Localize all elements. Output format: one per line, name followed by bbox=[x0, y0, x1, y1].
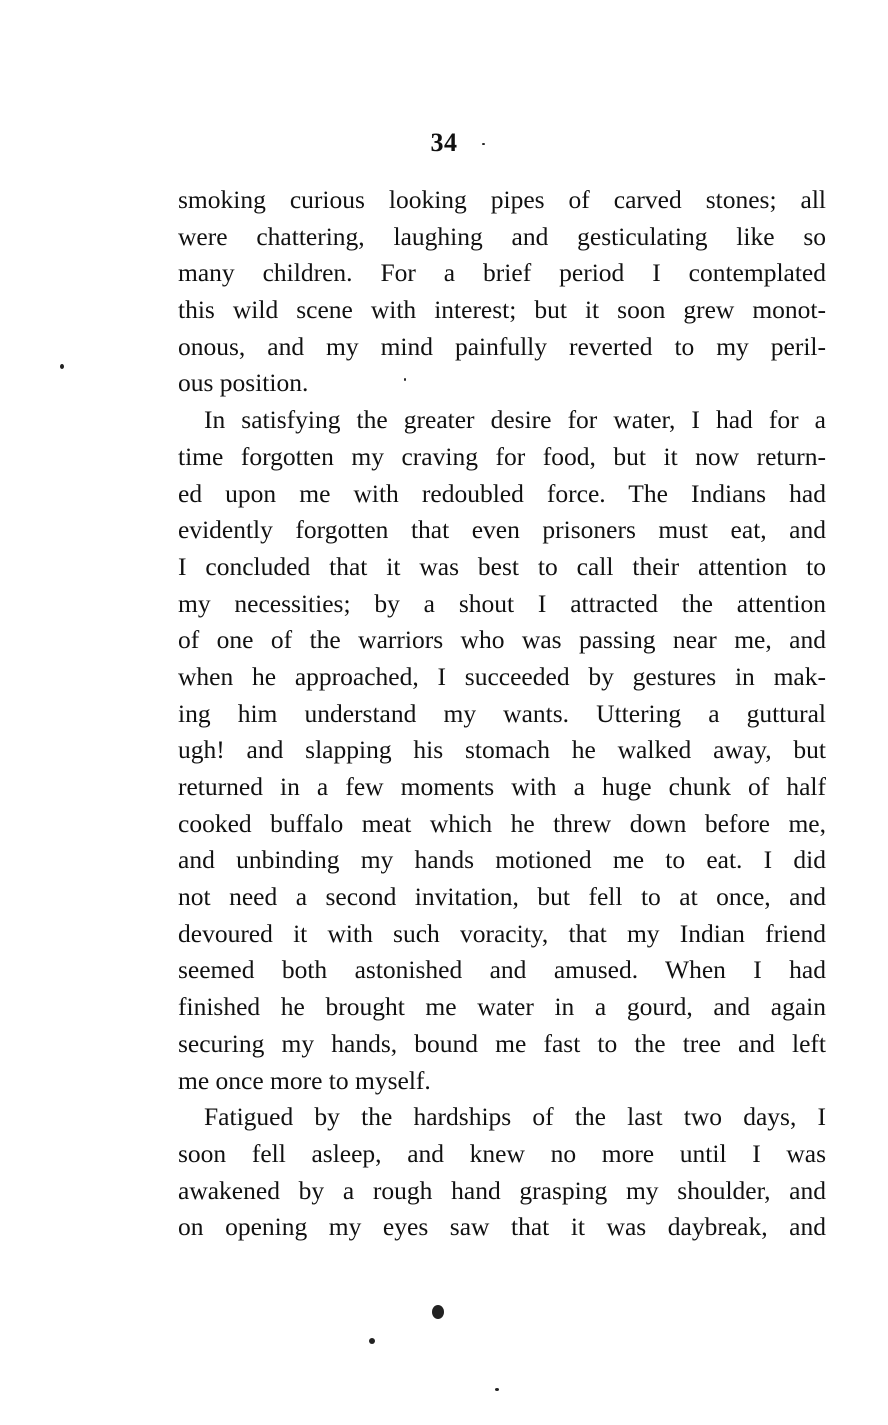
text-line: Fatigued by the hardships of the last two days, I bbox=[204, 1102, 826, 1132]
scan-speck bbox=[369, 1338, 375, 1344]
text-line: returned in a few moments with a huge chunk of half bbox=[178, 772, 826, 801]
text-line: me once more to myself. bbox=[178, 1065, 431, 1095]
scan-speck bbox=[404, 378, 406, 381]
text-line: awakened by a rough hand grasping my shoulder, and bbox=[178, 1175, 826, 1205]
text-line: seemed both astonished and amused. When I had bbox=[178, 955, 826, 985]
text-line: this wild scene with interest; but it soon grew monot- bbox=[178, 295, 826, 325]
text-line: smoking curious looking pipes of carved stones; all bbox=[178, 185, 826, 214]
text-line: soon fell asleep, and knew no more until I was bbox=[178, 1138, 826, 1168]
scan-speck bbox=[482, 143, 485, 145]
text-line: evidently forgotten that even prisoners must eat, and bbox=[178, 515, 826, 545]
text-line: cooked buffalo meat which he threw down before me, bbox=[178, 808, 826, 838]
body-text bbox=[178, 182, 826, 1246]
text-line: and unbinding my hands motioned me to eat. I did bbox=[178, 845, 826, 875]
text-line: ous position. bbox=[178, 368, 309, 398]
text-line: ed upon me with redoubled force. The Indians had bbox=[178, 478, 826, 508]
text-line: ugh! and slapping his stomach he walked away, but bbox=[178, 735, 826, 765]
text-line: securing my hands, bound me fast to the tree and left bbox=[178, 1028, 826, 1058]
text-line: onous, and my mind painfully reverted to my peril- bbox=[178, 331, 826, 361]
text-line: not need a second invitation, but fell to at once, and bbox=[178, 882, 826, 912]
text-line: when he approached, I succeeded by gestures in mak- bbox=[178, 661, 826, 691]
scan-speck bbox=[495, 1388, 499, 1391]
scan-speck bbox=[60, 364, 64, 369]
text-line: devoured it with such voracity, that my Indian friend bbox=[178, 918, 826, 948]
text-line: many children. For a brief period I contemplated bbox=[178, 258, 826, 288]
paragraph bbox=[178, 182, 826, 402]
scan-speck bbox=[432, 1305, 444, 1319]
text-line: finished he brought me water in a gourd, and again bbox=[178, 992, 826, 1022]
page-number: 34 bbox=[430, 128, 458, 157]
text-line: of one of the warriors who was passing near me, and bbox=[178, 625, 826, 655]
text-line: I concluded that it was best to call their attention to bbox=[178, 551, 826, 581]
text-line: time forgotten my craving for food, but it now return- bbox=[178, 441, 826, 471]
text-line: In satisfying the greater desire for water, I had for a bbox=[204, 405, 826, 435]
text-line: my necessities; by a shout I attracted the attention bbox=[178, 588, 826, 618]
text-line: ing him understand my wants. Uttering a guttural bbox=[178, 698, 826, 728]
paragraph bbox=[178, 1099, 826, 1246]
text-line: were chattering, laughing and gesticulating like so bbox=[178, 221, 826, 251]
text-line: on opening my eyes saw that it was daybreak, and bbox=[178, 1212, 826, 1242]
paragraph bbox=[178, 402, 826, 1099]
